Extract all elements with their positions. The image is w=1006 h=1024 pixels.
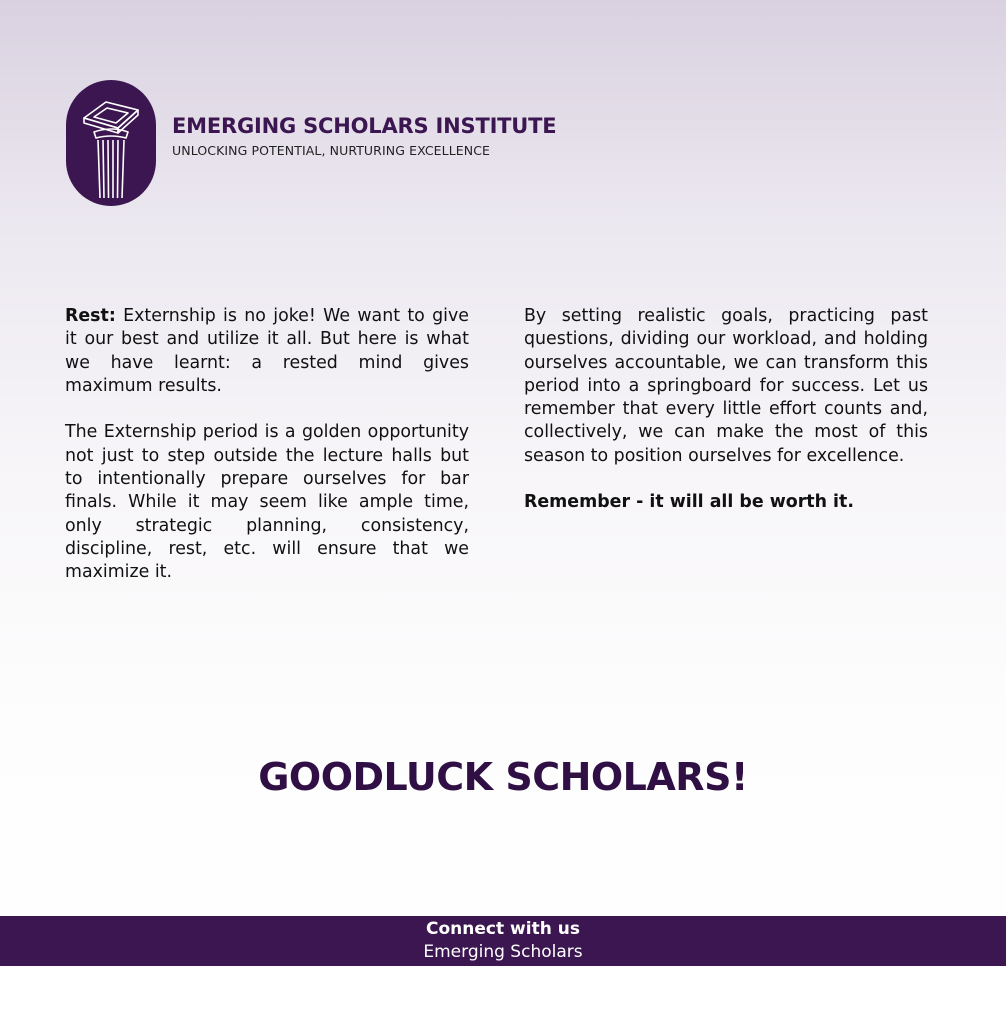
column-pillar-icon: [66, 80, 156, 206]
goodluck-headline: GOODLUCK SCHOLARS!: [258, 755, 748, 799]
footer-bar: [0, 916, 1006, 966]
rest-text: Externship is no joke! We want to give it our best and utilize it all. But here is what we have learnt: a rested mind gives maximum results.: [65, 306, 469, 396]
closing-text: Remember - it will all be worth it.: [524, 492, 854, 513]
externship-paragraph: The Externship period is a golden opportunity not just to step outside the lecture halls but to intentionally prepare ourselves for bar finals. While it may seem like ample time, only strategic planning, consistency, discipline, rest, etc. will ensure that we maximize it.: [65, 422, 469, 583]
goals-paragraph: By setting realistic goals, practicing past questions, dividing our workload, and holding ourselves accountable, we can transform this period into a springboard for success. Let us remember that every little effort counts and, collectively, we can make the most of this season to position ourselves for excellence.: [524, 306, 928, 466]
logo-badge: [66, 80, 156, 206]
right-text-column: [524, 305, 928, 538]
closing-line: [524, 491, 928, 514]
connect-heading: Connect with us: [426, 919, 580, 939]
institute-name: EMERGING SCHOLARS INSTITUTE: [172, 114, 557, 138]
social-handle: Emerging Scholars: [423, 942, 583, 962]
institute-tagline: UNLOCKING POTENTIAL, NURTURING EXCELLENCE: [172, 143, 491, 158]
rest-label: Rest:: [65, 306, 116, 326]
left-text-column: [65, 305, 469, 608]
rest-paragraph: [65, 305, 469, 398]
